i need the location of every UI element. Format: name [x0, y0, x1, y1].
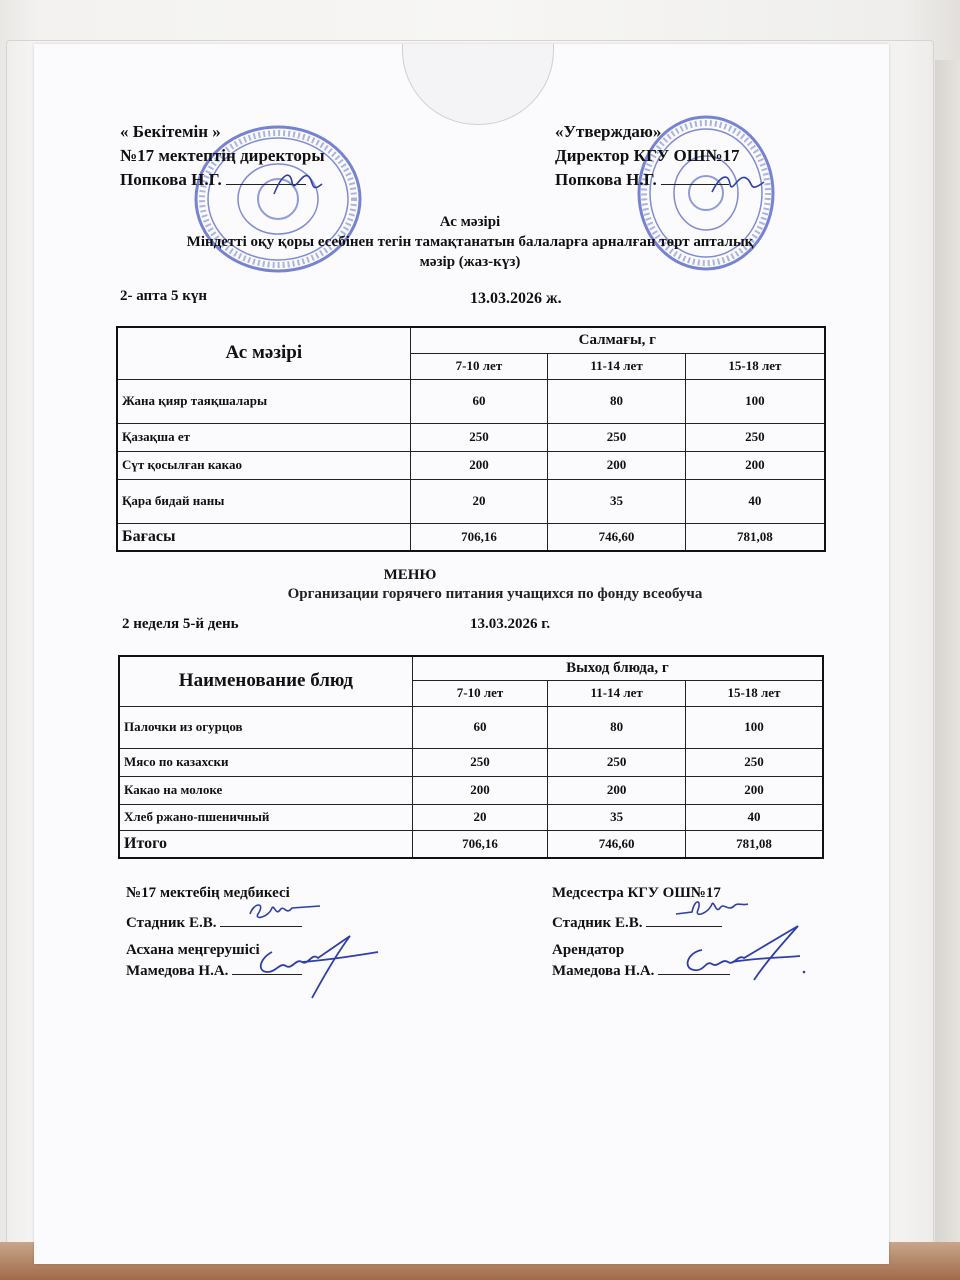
ru-menu-subtitle: Организации горячего питания учащихся по фонду всеобуча: [287, 586, 703, 602]
table-row: [117, 479, 825, 523]
total-value: 746,60: [548, 523, 686, 551]
portion-value: 200: [410, 451, 548, 479]
tenant-signature-right: [676, 922, 806, 984]
nurse-kz-title: №17 мектебің медбикесі: [126, 885, 290, 901]
nurse-kz-name-line: Стадник Е.В.: [126, 908, 302, 938]
director-signature-left: [268, 164, 328, 204]
kz-menu-subtitle-1: Міндетті оқу қоры есебінен тегін тамақтанатын балаларға арналған төрт апталық: [186, 234, 754, 250]
total-value: 706,16: [412, 830, 548, 858]
portion-value: 200: [412, 776, 548, 804]
portion-value: 35: [548, 804, 686, 830]
portion-value: 100: [685, 706, 823, 748]
portion-value: 250: [685, 423, 825, 451]
canteen-signature-left: [252, 922, 382, 1002]
total-value: 706,16: [410, 523, 548, 551]
ru-menu-table: [118, 655, 824, 859]
dish-name: Қара бидай наны: [117, 479, 410, 523]
nurse-signature-left: [244, 896, 324, 924]
portion-value: 20: [412, 804, 548, 830]
director-signature-right: [708, 164, 768, 204]
kz-date: 13.03.2026 ж.: [470, 290, 562, 307]
ru-menu-title: МЕНЮ: [383, 567, 437, 583]
ru-date: 13.03.2026 г.: [470, 616, 551, 632]
kz-menu-subtitle-2: мәзір (жаз-күз): [419, 254, 521, 270]
ru-col-header-dish: Наименование блюд: [119, 656, 412, 706]
ru-age-header: 11-14 лет: [548, 680, 686, 706]
table-row: [119, 776, 823, 804]
table-row: [117, 451, 825, 479]
table-row: [117, 423, 825, 451]
dish-name: Мясо по казахски: [119, 748, 412, 776]
table-row: [119, 804, 823, 830]
dish-name: Қазақша ет: [117, 423, 410, 451]
kz-menu-title: Ас мәзірі: [439, 214, 501, 230]
kz-age-header: 7-10 лет: [410, 353, 548, 379]
total-label: Бағасы: [117, 523, 410, 551]
portion-value: 80: [548, 706, 686, 748]
approval-kz-line3: Попкова Н.Г.: [120, 168, 325, 192]
dish-name: Жана қияр таяқшалары: [117, 379, 410, 423]
portion-value: 100: [685, 379, 825, 423]
kz-age-header: 15-18 лет: [685, 353, 825, 379]
portion-value: 40: [685, 804, 823, 830]
dish-name: Сүт қосылған какао: [117, 451, 410, 479]
ru-age-header: 15-18 лет: [685, 680, 823, 706]
total-label: Итого: [119, 830, 412, 858]
dish-name: Какао на молоке: [119, 776, 412, 804]
portion-value: 40: [685, 479, 825, 523]
total-value: 781,08: [685, 830, 823, 858]
portion-value: 250: [548, 423, 686, 451]
total-row: [117, 523, 825, 551]
portion-value: 35: [548, 479, 686, 523]
portion-value: 200: [548, 776, 686, 804]
portion-value: 250: [412, 748, 548, 776]
nurse-ru-title: Медсестра КГУ ОШ№17: [552, 885, 721, 901]
total-value: 781,08: [685, 523, 825, 551]
portion-value: 250: [548, 748, 686, 776]
table-row: [119, 748, 823, 776]
kz-menu-heading: [120, 212, 820, 272]
total-row: [119, 830, 823, 858]
ru-age-header: 7-10 лет: [412, 680, 548, 706]
approval-ru-line3: Попкова Н.Г.: [555, 168, 739, 192]
tenant-ru-name-line: Мамедова Н.А.: [552, 960, 730, 981]
total-value: 746,60: [548, 830, 686, 858]
portion-value: 200: [548, 451, 686, 479]
nurse-ru-name-line: Стадник Е.В.: [552, 908, 722, 938]
canteen-kz-name-line: Мамедова Н.А.: [126, 960, 302, 981]
kz-week-day: 2- апта 5 күн: [120, 288, 208, 304]
portion-value: 250: [685, 748, 823, 776]
nurse-signature-right: [672, 892, 752, 922]
portion-value: 60: [412, 706, 548, 748]
tenant-ru-title: Арендатор: [552, 942, 625, 958]
portion-value: 200: [685, 451, 825, 479]
kz-col-header-dish: Ас мәзірі: [117, 327, 410, 379]
dish-name: Хлеб ржано-пшеничный: [119, 804, 412, 830]
canteen-kz-title: Асхана меңгерушісі: [126, 942, 260, 958]
table-row: [117, 379, 825, 423]
kz-age-header: 11-14 лет: [548, 353, 686, 379]
table-row: [119, 706, 823, 748]
wall-edge: [935, 60, 960, 1280]
kz-menu-table: [116, 326, 826, 552]
portion-value: 60: [410, 379, 548, 423]
portion-value: 200: [685, 776, 823, 804]
approval-kz-line2: №17 мектептің директоры: [120, 146, 325, 165]
ru-col-header-output: Выход блюда, г: [412, 656, 823, 680]
approval-kz-line1: « Бекітемін »: [120, 122, 221, 141]
approval-ru-line1: «Утверждаю»: [555, 122, 662, 141]
kz-col-header-weight: Салмағы, г: [410, 327, 825, 353]
portion-value: 250: [410, 423, 548, 451]
dish-name: Палочки из огурцов: [119, 706, 412, 748]
approval-ru-line2: Директор КГУ ОШ№17: [555, 146, 740, 165]
ru-week-day: 2 неделя 5-й день: [122, 616, 239, 632]
portion-value: 20: [410, 479, 548, 523]
ru-menu-heading: [120, 564, 700, 586]
portion-value: 80: [548, 379, 686, 423]
